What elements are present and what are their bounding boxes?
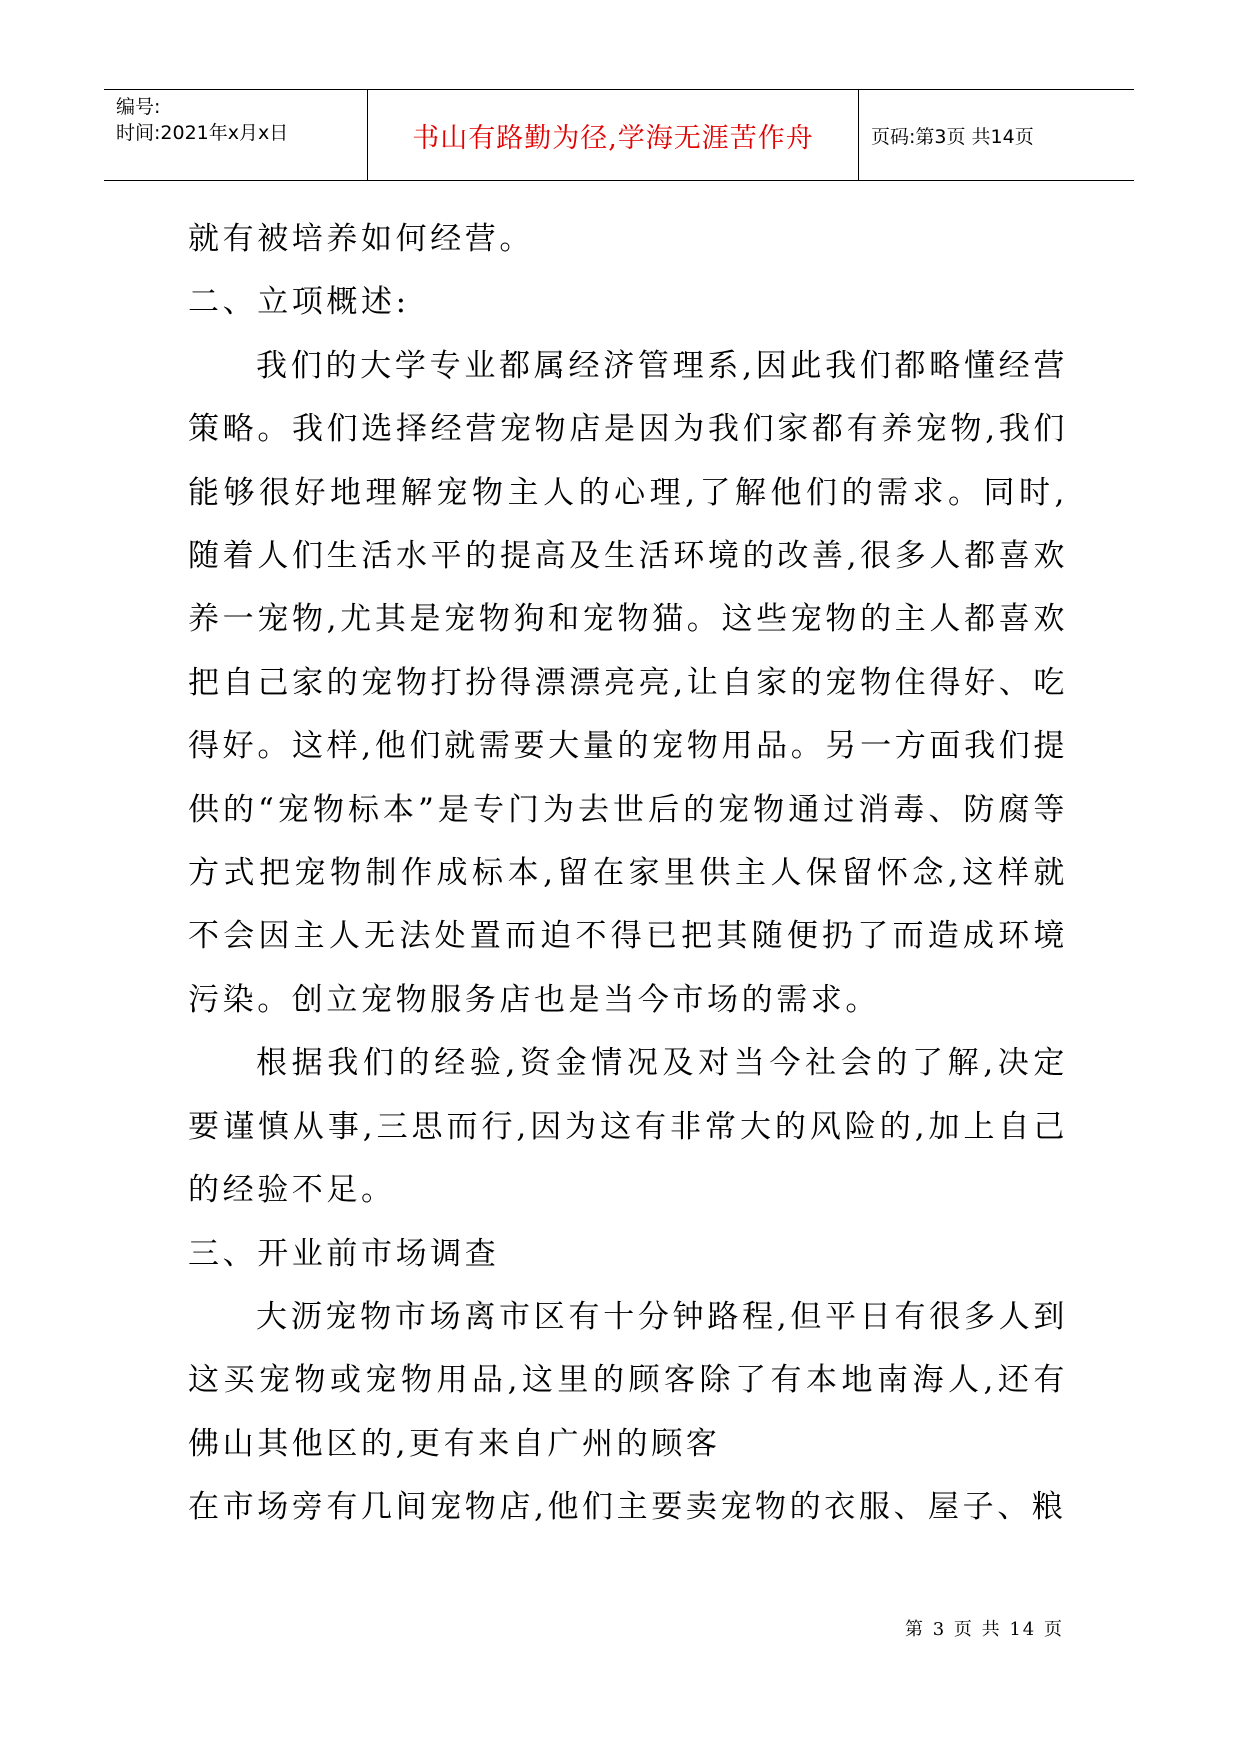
header-motto: 书山有路勤为径,学海无涯苦作舟 (412, 122, 814, 154)
section-heading-project-overview: 二、立项概述: (188, 284, 410, 321)
paragraph-continuation: 就有被培养如何经营。 (188, 221, 534, 257)
header-motto-cell (368, 90, 859, 180)
header-page-number: 页码:第3页 共14页 (871, 125, 1034, 148)
paragraph-market-location: 大沥宠物市场离市区有十分钟路程,但平日有很多人到这买宠物或宠物用品,这里的顾客除了有本地南海人,还有佛山其他区的,更有来自广州的顾客 (188, 1298, 1068, 1462)
document-number-label: 编号: (116, 96, 161, 118)
section-heading-market-survey: 三、开业前市场调查 (188, 1235, 500, 1272)
paragraph-project-overview: 我们的大学专业都属经济管理系,因此我们都略懂经营策略。我们选择经营宠物店是因为我们家都有养宠物,我们能够很好地理解宠物主人的心理,了解他们的需求。同时,随着人们生活水平的提高及生活环境的改善,很多人都喜欢养一宠物,尤其是宠物狗和宠物猫。这些宠物的主人都喜欢把自己家的宠物打扮得漂漂亮亮,让自家的宠物住得好、吃得好。这样,他们就需要大量的宠物用品。另一方面我们提供的“宠物标本”是专门为去世后的宠物通过消毒、防腐等方式把宠物制作成标本,留在家里供主人保留怀念,这样就不会因主人无法处置而迫不得已把其随便扔了而造成环境污染。创立宠物服务店也是当今市场的需求。 (188, 347, 1068, 1018)
header-meta-cell (104, 90, 368, 180)
document-time-label: 时间:2021年x月x日 (116, 122, 289, 144)
page-header (104, 89, 1134, 181)
header-page-cell (859, 90, 1134, 180)
paragraph-nearby-shops: 在市场旁有几间宠物店,他们主要卖宠物的衣服、屋子、粮 (188, 1489, 1067, 1526)
document-body (188, 208, 1068, 1540)
paragraph-risk-assessment: 根据我们的经验,资金情况及对当今社会的了解,决定要谨慎从事,三思而行,因为这有非常大的风险的,加上自己的经验不足。 (188, 1045, 1068, 1209)
footer-page-number: 第 3 页 共 14 页 (905, 1619, 1064, 1640)
